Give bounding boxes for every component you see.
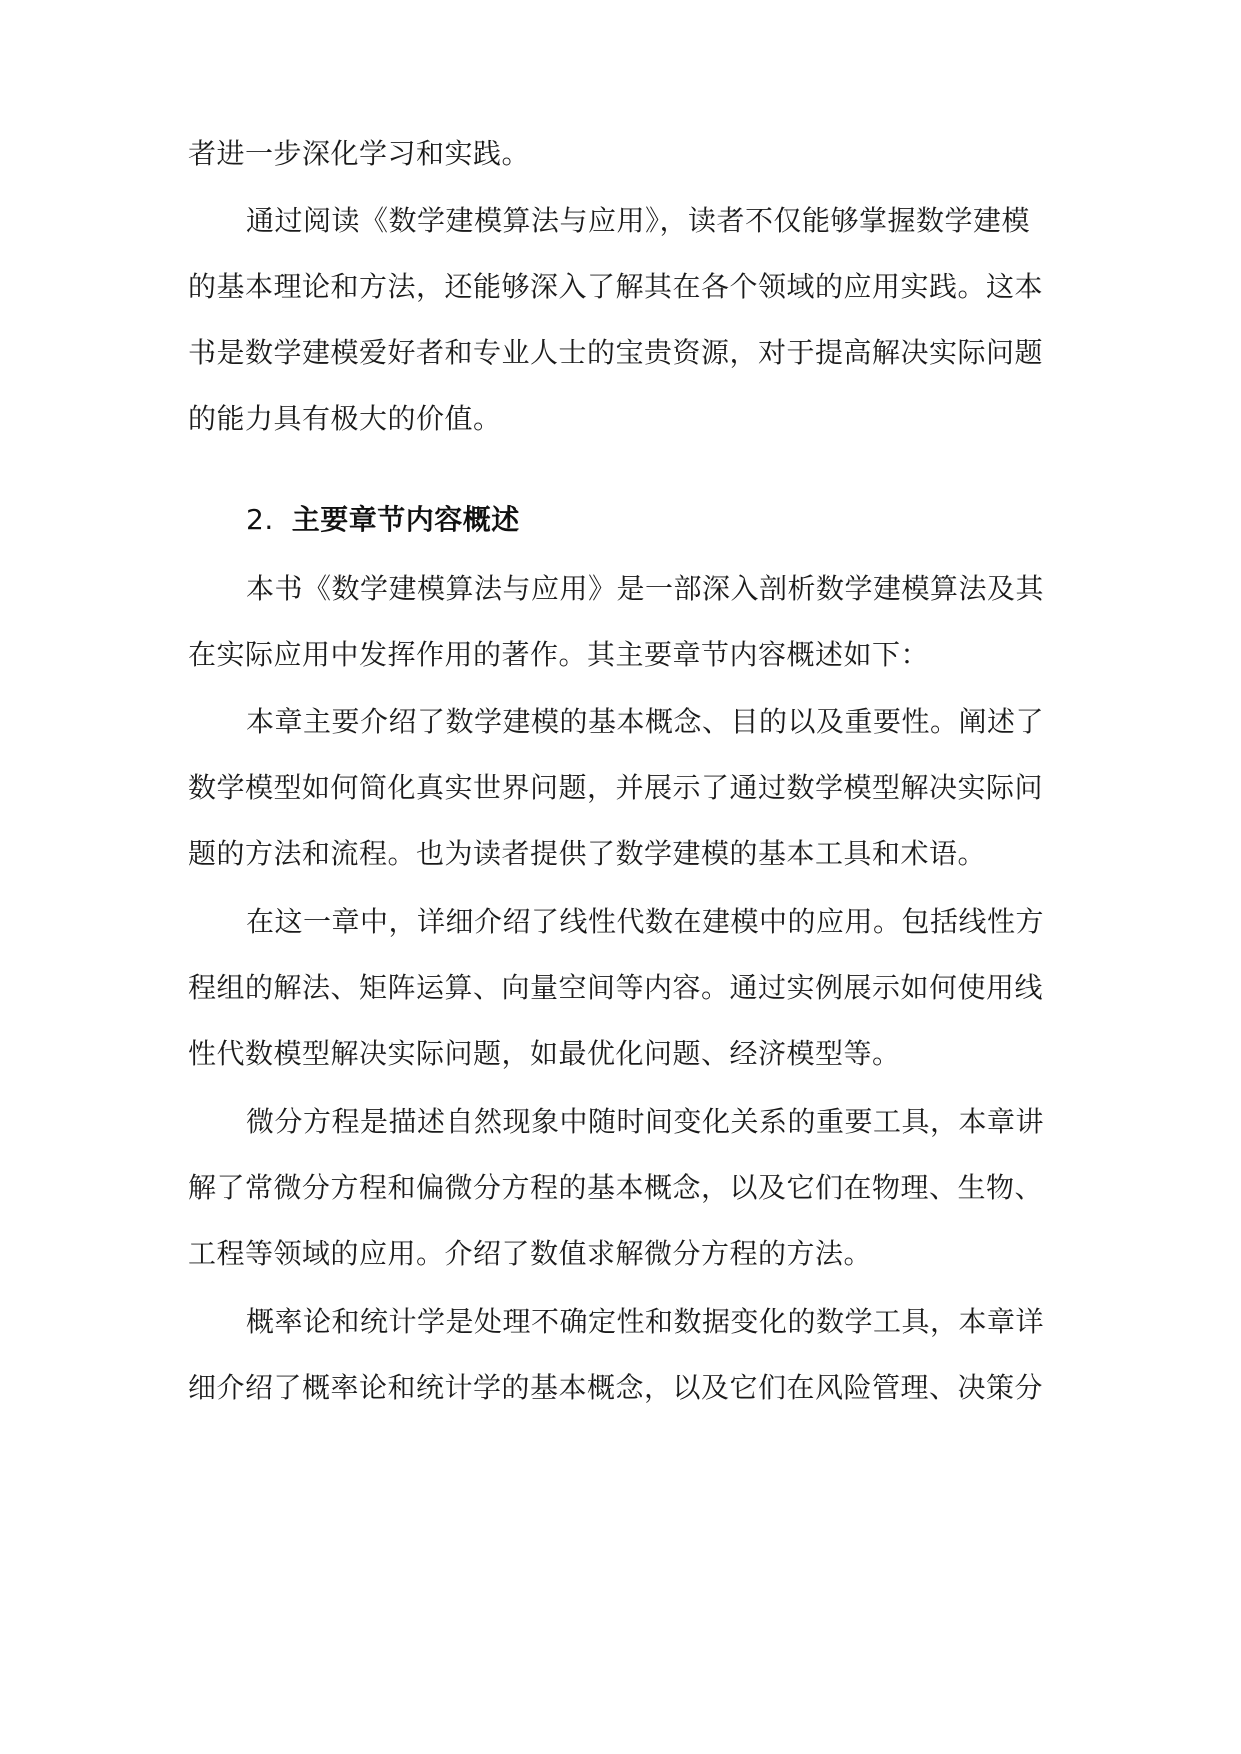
paragraph-5-line-1: 概率论和统计学是处理不确定性和数据变化的数学工具，本章详	[246, 1305, 1045, 1338]
paragraph-4-line-1: 微分方程是描述自然现象中随时间变化关系的重要工具，本章讲	[246, 1105, 1045, 1138]
summary-line-3: 书是数学建模爱好者和专业人士的宝贵资源，对于提高解决实际问题	[188, 336, 1044, 369]
section-number: 2.	[246, 503, 274, 536]
section-title: 主要章节内容概述	[291, 503, 520, 536]
paragraph-1-line-2: 在实际应用中发挥作用的著作。其主要章节内容概述如下：	[188, 638, 930, 671]
paragraph-4-line-3: 工程等领域的应用。介绍了数值求解微分方程的方法。	[188, 1237, 873, 1270]
summary-line-1: 通过阅读《数学建模算法与应用》，读者不仅能够掌握数学建模	[246, 204, 1031, 237]
intro-line: 者进一步深化学习和实践。	[188, 137, 531, 170]
summary-line-2: 的基本理论和方法，还能够深入了解其在各个领域的应用实践。这本	[188, 270, 1044, 303]
paragraph-3-line-2: 程组的解法、矩阵运算、向量空间等内容。通过实例展示如何使用线	[188, 971, 1044, 1004]
paragraph-2-line-2: 数学模型如何简化真实世界问题，并展示了通过数学模型解决实际问	[188, 771, 1044, 804]
paragraph-5-line-2: 细介绍了概率论和统计学的基本概念，以及它们在风险管理、决策分	[188, 1371, 1044, 1404]
paragraph-3-line-3: 性代数模型解决实际问题，如最优化问题、经济模型等。	[188, 1037, 901, 1070]
paragraph-4-line-2: 解了常微分方程和偏微分方程的基本概念，以及它们在物理、生物、	[188, 1171, 1044, 1204]
summary-line-4: 的能力具有极大的价值。	[188, 402, 502, 435]
paragraph-2-line-3: 题的方法和流程。也为读者提供了数学建模的基本工具和术语。	[188, 837, 987, 870]
section-heading	[246, 500, 1146, 540]
paragraph-3-line-1: 在这一章中，详细介绍了线性代数在建模中的应用。包括线性方	[246, 905, 1045, 938]
paragraph-1-line-1: 本书《数学建模算法与应用》是一部深入剖析数学建模算法及其	[246, 572, 1045, 605]
paragraph-2-line-1: 本章主要介绍了数学建模的基本概念、目的以及重要性。阐述了	[246, 705, 1045, 738]
